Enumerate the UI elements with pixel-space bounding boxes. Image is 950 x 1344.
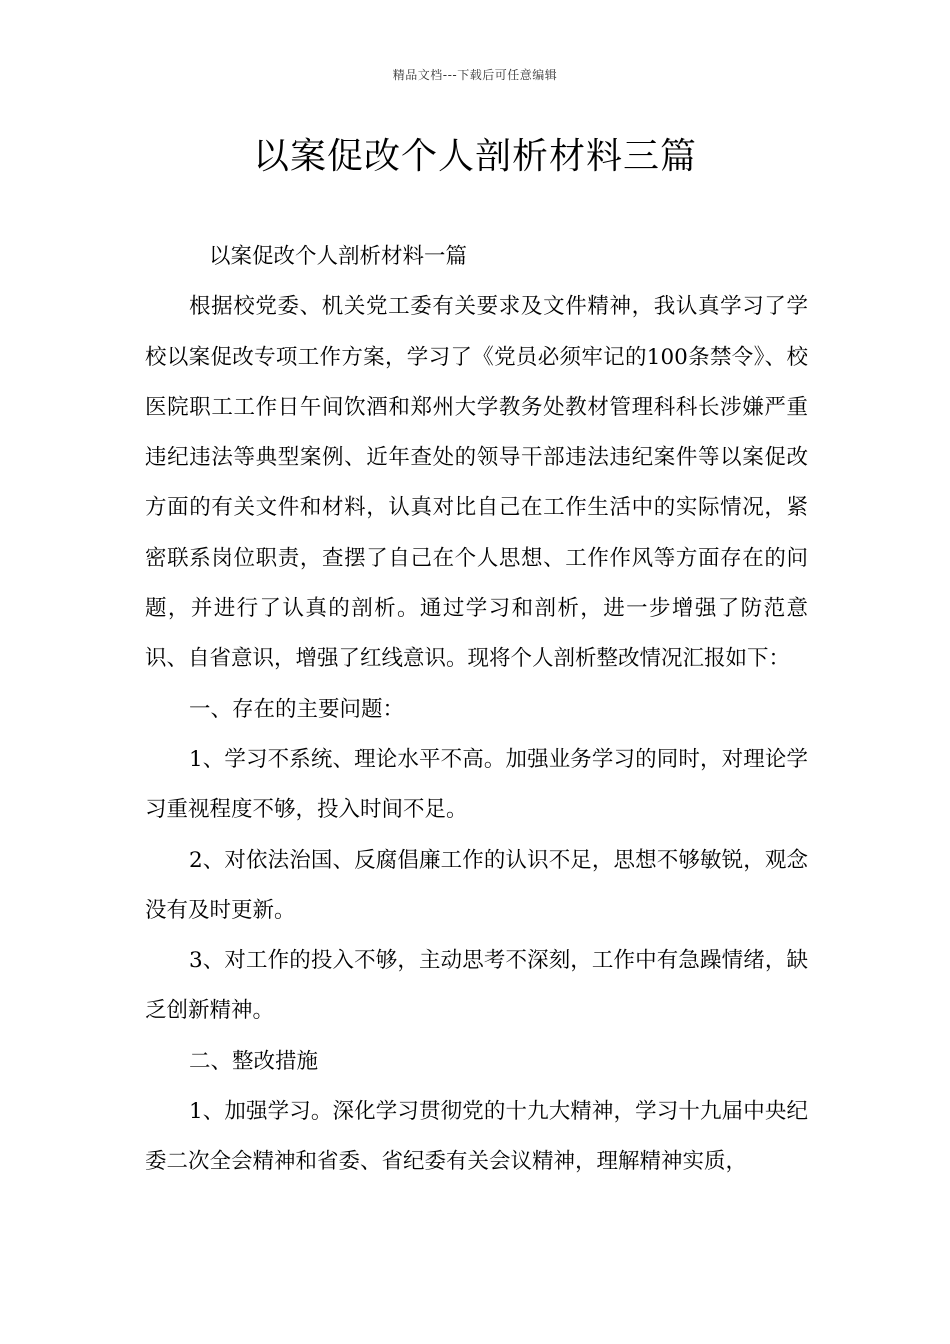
heading-measures: 二、整改措施	[189, 1048, 319, 1074]
document-title: 以案促改个人剖析材料三篇	[252, 136, 697, 177]
heading-problems: 一、存在的主要问题：	[189, 696, 405, 722]
paragraph-problem-3: 3、对工作的投入不够，主动思考不深刻，工作中有急躁情绪，缺乏创新精神。	[145, 948, 808, 1024]
document-body	[145, 232, 808, 1188]
paragraph-problem-1: 1、学习不系统、理论水平不高。加强业务学习的同时，对理论学习重视程度不够，投入时间不足。	[145, 746, 808, 823]
page-header: 精品文档---下载后可任意编辑	[392, 68, 558, 82]
paragraph-intro: 根据校党委、机关党工委有关要求及文件精神，我认真学习了学校以案促改专项工作方案，学习了《党员必须牢记的100条禁令》、校医院职工工作日午间饮酒和郑州大学教务处教材管理科科长涉嫌严重违纪违法等典型案例、近年查处的领导干部违法违纪案件等以案促改方面的有关文件和材料，认真对比自己在工作生活中的实际情况，紧密联系岗位职责，查摆了自己在个人思想、工作作风等方面存在的问题，并进行了认真的剖析。通过学习和剖析，进一步增强了防范意识、自省意识，增强了红线意识。现将个人剖析整改情况汇报如下：	[145, 294, 808, 672]
paragraph-problem-2: 2、对依法治国、反腐倡廉工作的认识不足，思想不够敏锐，观念没有及时更新。	[145, 847, 808, 923]
paragraph-measure-1: 1、加强学习。深化学习贯彻党的十九大精神，学习十九届中央纪委二次全会精神和省委、省纪委有关会议精神，理解精神实质，	[145, 1099, 808, 1175]
section-subtitle: 以案促改个人剖析材料一篇	[209, 244, 468, 269]
